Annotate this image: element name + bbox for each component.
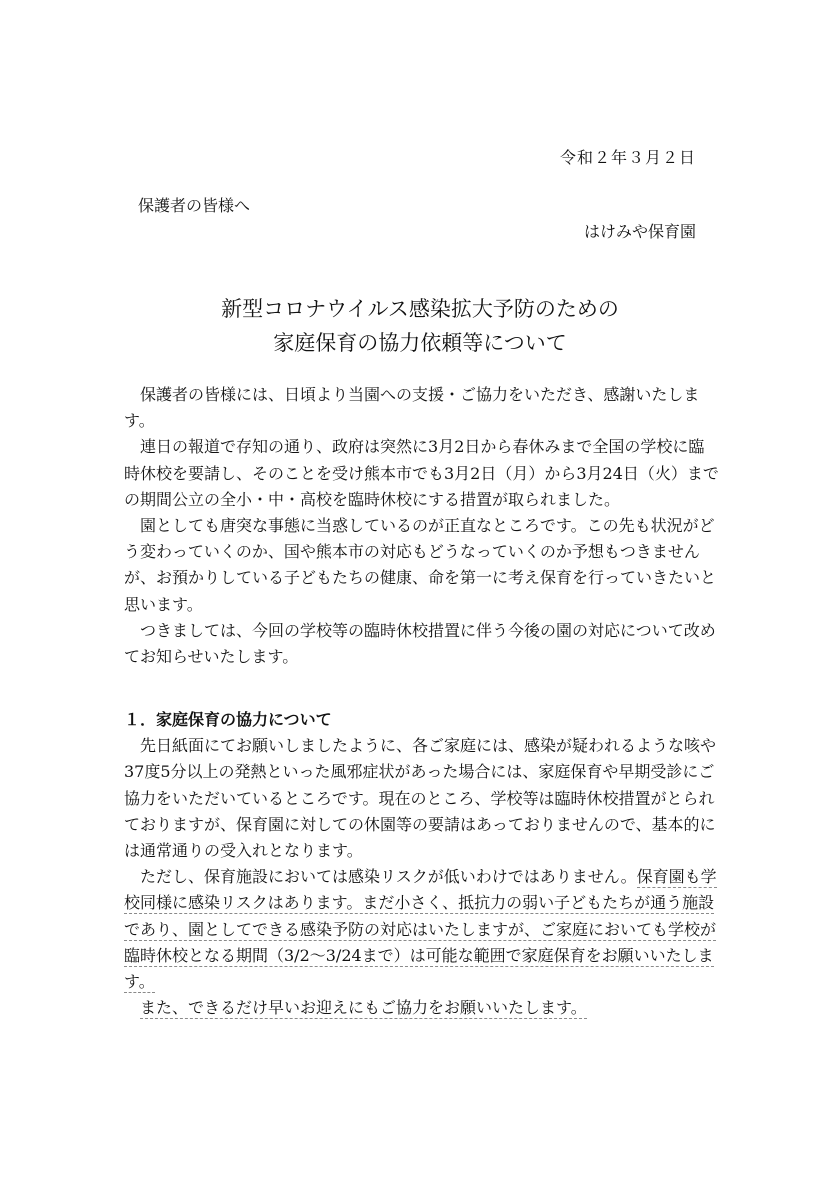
document-title (0, 292, 840, 360)
document-date: 令和２年３月２日 (559, 148, 696, 167)
section-paragraph (124, 864, 720, 995)
title-line-1: 新型コロナウイルス感染拡大予防のための (221, 297, 619, 321)
intro-paragraph-text: 保護者の皆様には、日頃より当園への支援・ご協力をいただき、感謝いたします。 (124, 385, 700, 431)
intro-paragraph (124, 382, 720, 434)
underlined-request-text: 保育園も学校同様に感染リスクはあります。まだ小さく、抵抗力の弱い子どもたちが通う施設であり、園としてできる感染予防の対応はいたしますが、ご家庭においても学校が臨時休校となる期間（3/2～3/24まで）は可能な範囲で家庭保育をお願いいたします。 (124, 867, 717, 992)
intro-paragraph (124, 618, 720, 670)
addressee: 保護者の皆様へ (138, 196, 251, 215)
section-paragraph (124, 733, 720, 864)
section-paragraph-text: 先日紙面にてお願いしましたように、各ご家庭には、感染が疑われるような咳や37度5分以上の発熱といった風邪症状があった場合には、家庭保育や早期受診にご協力をいただいているところです。現在のところ、学校等は臨時休校措置がとられておりますが、保育園に対しての休園等の要請はあっておりませんので、基本的には通常通りの受入れとなります。 (124, 736, 717, 861)
intro-body (124, 382, 720, 670)
underlined-pickup-request: また、できるだけ早いお迎えにもご協力をお願いいたします。 (140, 998, 587, 1018)
intro-paragraph-text: 園としても唐突な事態に当惑しているのが正直なところです。この先も状況がどう変わっていくのか、国や熊本市の対応もどうなっていくのか予想もつきませんが、お預かりしている子どもたちの健康、命を第一に考え保育を行っていきたいと思います。 (124, 516, 717, 614)
title-line-2: 家庭保育の協力依頼等について (273, 331, 567, 355)
intro-paragraph (124, 513, 720, 618)
sender-name: はけみや保育園 (583, 222, 696, 241)
section-paragraph (124, 995, 720, 1021)
section-1 (124, 707, 720, 1021)
intro-paragraph-text: 連日の報道で存知の通り、政府は突然に3月2日から春休みまで全国の学校に臨時休校を要請し、そのことを受け熊本市でも3月2日（月）から3月24日（火）までの期間公立の全小・中・高校を臨時休校にする措置が取られました。 (124, 437, 719, 509)
intro-paragraph-text: つきましては、今回の学校等の臨時休校措置に伴う今後の園の対応について改めてお知らせいたします。 (124, 620, 716, 667)
section-heading: １．家庭保育の協力について (124, 710, 332, 729)
section-paragraph-text: ただし、保育施設においては感染リスクが低いわけではありません。 (140, 867, 637, 887)
intro-paragraph (124, 434, 720, 513)
